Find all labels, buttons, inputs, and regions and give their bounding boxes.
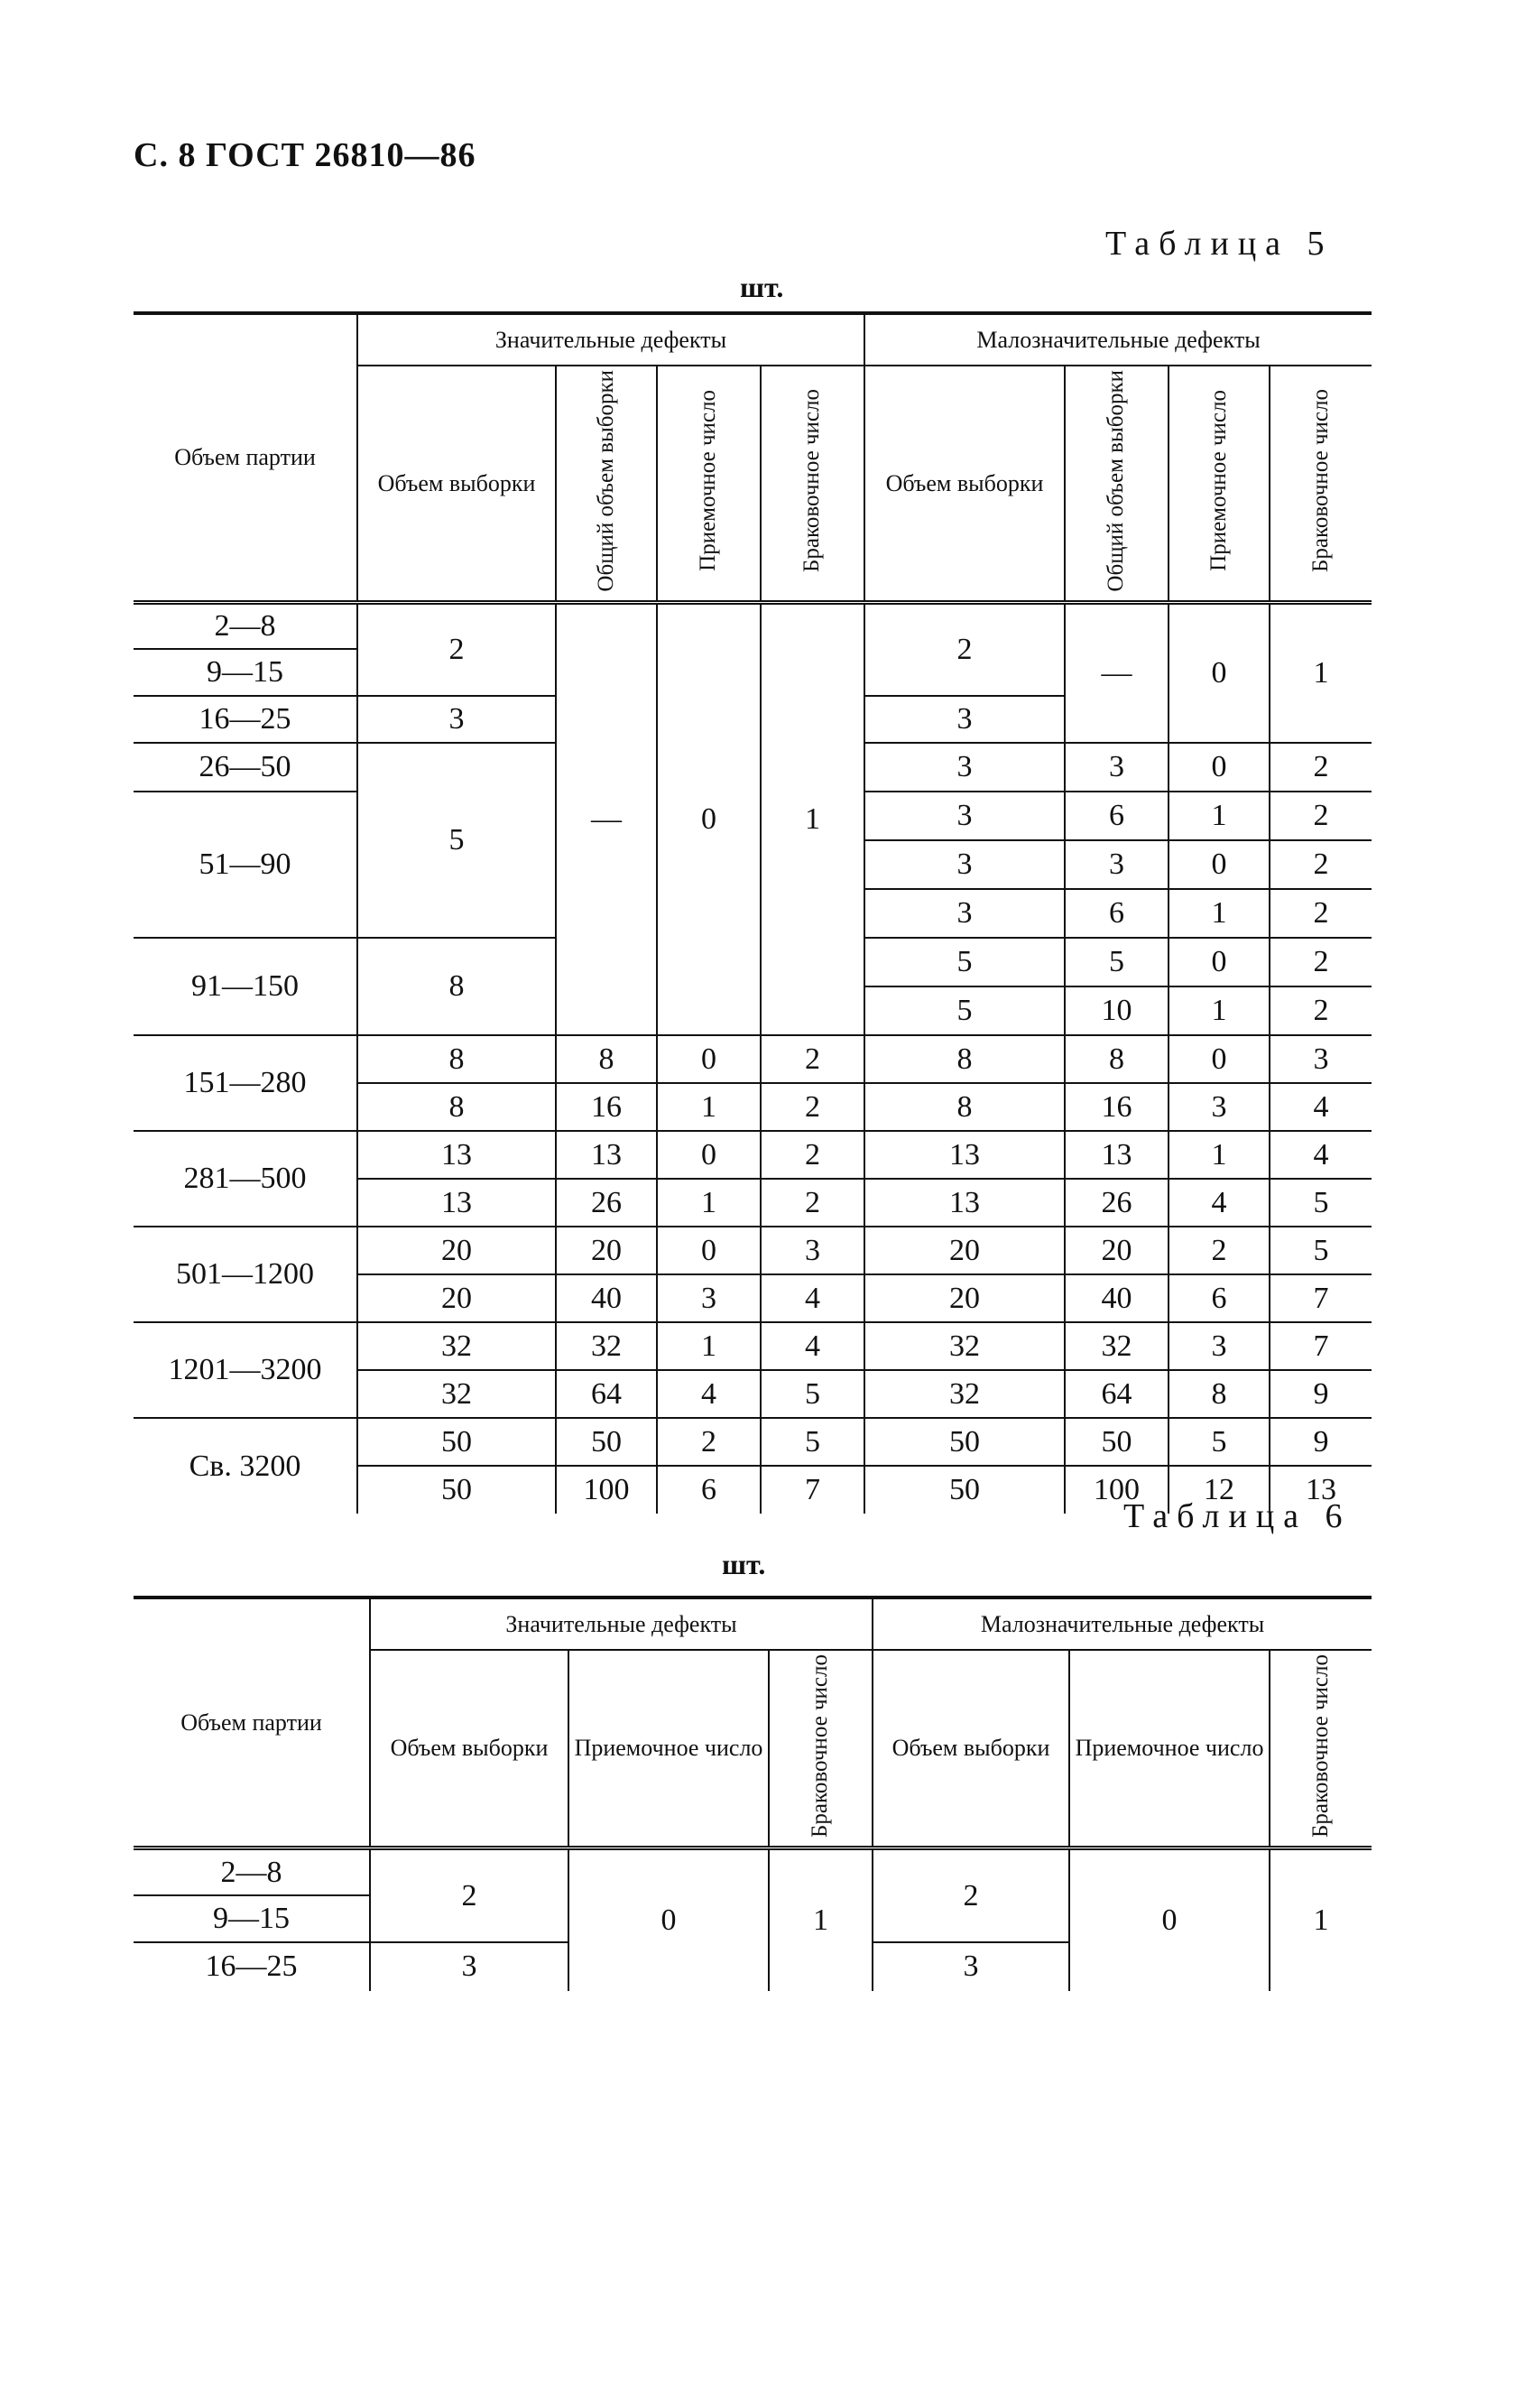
table-cell: 2 (1270, 986, 1372, 1035)
table-cell: 8 (357, 938, 556, 1035)
table-cell: 1 (769, 1848, 873, 1991)
table-cell: 32 (864, 1370, 1065, 1418)
table-cell: 12 (1169, 1466, 1270, 1514)
table-row: 26—50 (134, 743, 357, 792)
table-cell: 2 (761, 1131, 864, 1179)
table-cell: 8 (357, 1083, 556, 1131)
table-cell: 2 (864, 602, 1065, 696)
table-cell: 10 (1065, 986, 1169, 1035)
table-cell: 16 (1065, 1083, 1169, 1131)
table-cell: 3 (864, 792, 1065, 840)
table-cell: 3 (1169, 1083, 1270, 1131)
table-cell: 20 (864, 1274, 1065, 1322)
table-cell: 9 (1270, 1418, 1372, 1466)
table-cell: 8 (864, 1035, 1065, 1083)
table5-unit: шт. (740, 271, 784, 303)
table-cell: 13 (357, 1179, 556, 1227)
table5-h-minor-total: Общий объем выборки (1104, 370, 1129, 592)
table-cell: — (556, 602, 657, 1035)
table-row: 1201—3200 (134, 1322, 357, 1418)
table6 (134, 1596, 1372, 1991)
table-cell: 0 (1169, 743, 1270, 792)
table-cell: 1 (1169, 986, 1270, 1035)
table-cell: 5 (761, 1370, 864, 1418)
table-cell: 2 (370, 1848, 568, 1942)
table6-h-major-reject: Браковочное число (808, 1654, 833, 1838)
table-cell: 3 (357, 696, 556, 743)
table-cell: 0 (568, 1848, 769, 1991)
table5 (134, 311, 1372, 1514)
table-cell: 50 (1065, 1418, 1169, 1466)
table-cell: 13 (556, 1131, 657, 1179)
table-cell: 26 (556, 1179, 657, 1227)
table-cell: 100 (556, 1466, 657, 1514)
table-cell: 13 (864, 1179, 1065, 1227)
table-cell: 1 (1270, 1848, 1372, 1991)
table-cell: 64 (1065, 1370, 1169, 1418)
table-row: 281—500 (134, 1131, 357, 1227)
table-cell: 64 (556, 1370, 657, 1418)
table-cell: 20 (864, 1227, 1065, 1274)
table-cell: 6 (1065, 889, 1169, 938)
table-row: Св. 3200 (189, 1449, 301, 1483)
table-row: 151—280 (134, 1035, 357, 1131)
table-cell: 7 (1270, 1274, 1372, 1322)
table-cell: 8 (1065, 1035, 1169, 1083)
table5-caption: Таблица 5 (1105, 225, 1334, 263)
table-cell: 7 (1270, 1322, 1372, 1370)
table-cell: 2 (1270, 743, 1372, 792)
table-cell: 5 (864, 986, 1065, 1035)
table5-group-major: Значительные дефекты (357, 313, 864, 366)
table-cell: 3 (864, 743, 1065, 792)
table-cell: 13 (864, 1131, 1065, 1179)
table-cell: 3 (761, 1227, 864, 1274)
table6-h-minor-reject: Браковочное число (1307, 1654, 1333, 1838)
table-cell: 6 (1065, 792, 1169, 840)
table-cell: 8 (864, 1083, 1065, 1131)
table-row: 91—150 (134, 938, 357, 1035)
table-cell: 2 (761, 1083, 864, 1131)
table-cell: 5 (761, 1418, 864, 1466)
table-cell: 2 (761, 1035, 864, 1083)
table-row: 2—8 (134, 1848, 370, 1895)
table-cell: 1 (657, 1322, 761, 1370)
table-cell: 13 (1270, 1466, 1372, 1514)
table6-group-major: Значительные дефекты (370, 1598, 873, 1650)
table-cell: 3 (864, 840, 1065, 889)
table-cell: 26 (1065, 1179, 1169, 1227)
table-row: 9—15 (134, 1895, 370, 1942)
table-cell: 7 (761, 1466, 864, 1514)
table-cell: 4 (1270, 1083, 1372, 1131)
table-cell: 1 (1169, 1131, 1270, 1179)
table-cell: 1 (657, 1083, 761, 1131)
table-cell: 40 (556, 1274, 657, 1322)
table5-h-major-sample: Объем выборки (357, 366, 556, 602)
table-cell: 0 (1169, 602, 1270, 743)
table-cell: 1 (1169, 889, 1270, 938)
table6-h-major-sample: Объем выборки (370, 1650, 568, 1848)
table-cell: 1 (1270, 602, 1372, 743)
table-cell: 1 (761, 602, 864, 1035)
table-cell: 4 (657, 1370, 761, 1418)
table-row: 16—25 (134, 696, 357, 743)
table-cell: 0 (1169, 938, 1270, 986)
table5-h-major-total: Общий объем выборки (593, 370, 618, 592)
table-cell: 5 (864, 938, 1065, 986)
table-cell: 1 (1169, 792, 1270, 840)
table-cell: 32 (864, 1322, 1065, 1370)
table-row: 2—8 (134, 602, 357, 649)
table-cell: 5 (1270, 1227, 1372, 1274)
table-cell: 32 (556, 1322, 657, 1370)
table-cell: — (1065, 602, 1169, 743)
table-cell: 20 (1065, 1227, 1169, 1274)
table-cell: 50 (864, 1466, 1065, 1514)
table-cell: 20 (357, 1227, 556, 1274)
table-cell: 6 (1169, 1274, 1270, 1322)
table5-h-major-reject: Браковочное число (799, 389, 825, 573)
table-cell: 5 (357, 743, 556, 938)
table5-h-minor-reject: Браковочное число (1307, 389, 1333, 573)
table6-unit: шт. (722, 1548, 766, 1580)
table-cell: 0 (657, 1035, 761, 1083)
table-cell: 0 (657, 1131, 761, 1179)
table-cell: 6 (657, 1466, 761, 1514)
table-cell: 2 (357, 602, 556, 696)
table-cell: 20 (556, 1227, 657, 1274)
table-cell: 8 (357, 1035, 556, 1083)
table-cell: 2 (1169, 1227, 1270, 1274)
table-cell: 16 (556, 1083, 657, 1131)
table5-h-minor-sample: Объем выборки (864, 366, 1065, 602)
table-cell: 20 (357, 1274, 556, 1322)
table-cell: 3 (1169, 1322, 1270, 1370)
table-cell: 4 (761, 1274, 864, 1322)
table6-caption: Таблица 6 (1123, 1497, 1352, 1535)
table-cell: 5 (1065, 938, 1169, 986)
table-cell: 3 (1065, 840, 1169, 889)
table-cell: 8 (556, 1035, 657, 1083)
table-cell: 3 (873, 1942, 1069, 1991)
table6-h-minor-accept: Приемочное число (1069, 1650, 1270, 1848)
table-cell: 5 (1169, 1418, 1270, 1466)
table6-h-major-accept: Приемочное число (568, 1650, 769, 1848)
table-cell: 4 (1169, 1179, 1270, 1227)
table6-h-minor-sample: Объем выборки (873, 1650, 1069, 1848)
table-cell: 9 (1270, 1370, 1372, 1418)
table-cell: 2 (1270, 792, 1372, 840)
table-cell: 40 (1065, 1274, 1169, 1322)
table-cell: 1 (657, 1179, 761, 1227)
table5-col-lot: Объем партии (134, 313, 357, 602)
table-row: 9—15 (134, 649, 357, 696)
table-cell: 2 (1270, 840, 1372, 889)
table-cell: 2 (657, 1418, 761, 1466)
table-cell: 50 (864, 1418, 1065, 1466)
table-cell: 2 (1270, 889, 1372, 938)
table-cell: 50 (556, 1418, 657, 1466)
table-row: 51—90 (199, 847, 291, 882)
table-cell: 13 (1065, 1131, 1169, 1179)
table-cell: 0 (1169, 840, 1270, 889)
table5-h-major-accept: Приемочное число (696, 390, 721, 572)
table-cell: 3 (370, 1942, 568, 1991)
table-cell: 2 (1270, 938, 1372, 986)
table-cell: 3 (1065, 743, 1169, 792)
table-cell: 4 (761, 1322, 864, 1370)
table-cell: 3 (864, 696, 1065, 743)
table5-group-minor: Малозначительные дефекты (864, 313, 1372, 366)
table-cell: 50 (357, 1466, 556, 1514)
page-header: С. 8 ГОСТ 26810—86 (134, 136, 476, 174)
table-cell: 0 (657, 602, 761, 1035)
table-row: 501—1200 (134, 1227, 357, 1322)
table-cell: 0 (657, 1227, 761, 1274)
table-cell: 0 (1069, 1848, 1270, 1991)
table-cell: 32 (357, 1370, 556, 1418)
table-cell: 0 (1169, 1035, 1270, 1083)
table-cell: 3 (657, 1274, 761, 1322)
table6-group-minor: Малозначительные дефекты (873, 1598, 1372, 1650)
table-cell: 5 (1270, 1179, 1372, 1227)
table-cell: 50 (357, 1418, 556, 1466)
table-cell: 32 (357, 1322, 556, 1370)
table-cell: 4 (1270, 1131, 1372, 1179)
table-cell: 8 (1169, 1370, 1270, 1418)
table-cell: 13 (357, 1131, 556, 1179)
table-cell: 32 (1065, 1322, 1169, 1370)
table6-col-lot: Объем партии (134, 1598, 370, 1848)
table-row: 16—25 (205, 1950, 298, 1984)
table-cell: 3 (1270, 1035, 1372, 1083)
table-cell: 100 (1065, 1466, 1169, 1514)
table5-h-minor-accept: Приемочное число (1206, 390, 1231, 572)
table-cell: 2 (761, 1179, 864, 1227)
table-cell: 2 (873, 1848, 1069, 1942)
table-cell: 3 (864, 889, 1065, 938)
